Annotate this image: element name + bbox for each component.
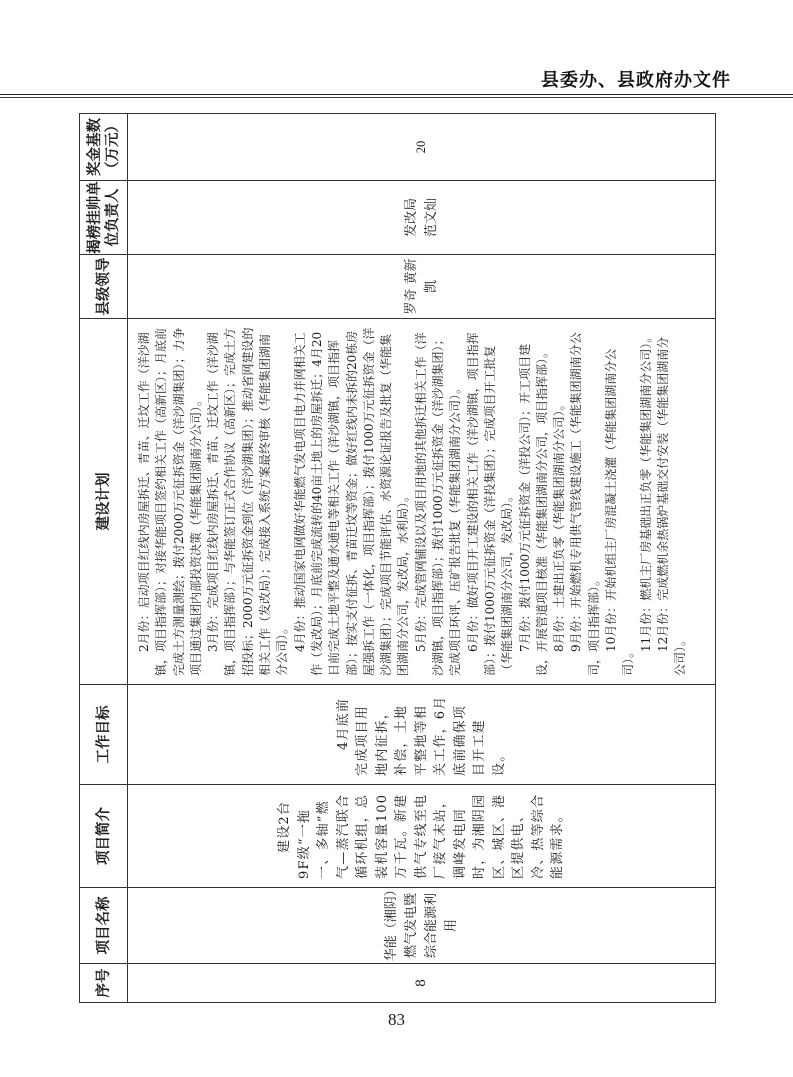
col-header-unit: 揭榜挂帅单位负责人: [80, 181, 128, 255]
plan-paragraph: 9月份：开始燃机专用供气管线建设施工（华能集团湖南分公司，项目指挥部）。: [569, 332, 601, 676]
plan-paragraph: 3月份：完成项目红线内房屋拆迁、青苗、迁坟工作（洋沙湖镇，项目指挥部）；与华能签订正式合作协议（高新区）；完成土方招投标；2000万元征拆资金到位（洋沙湖集团）；推动省网建设的相关工作（发改局）；完成接入系统方案最终审核（华能集团湖南分公司）。: [206, 327, 290, 676]
unit-person: 范文灿: [423, 198, 439, 238]
plan-paragraph: 11月份：燃机主厂房基础出正负零（华能集团湖南分公司）。: [638, 330, 653, 652]
cell-bonus-base: 20: [128, 114, 716, 181]
col-header-seq: 序号: [80, 964, 128, 1003]
plan-paragraph: 2月份：启动项目红线内房屋拆迁、青苗、迁坟工作（洋沙湖镇，项目指挥部）；对接华能项目签约相关工作（高新区）；月底前完成土方测量测绘；拨付2000万元征拆资金（洋沙湖集团）；力争项目通过集团内部投资决策（华能集团湖南分公司）。: [137, 327, 203, 676]
plan-paragraph: 8月份：土建出正负零（华能集团湖南分公司）。: [552, 398, 567, 652]
table-row: [128, 114, 716, 1003]
plan-paragraph: 4月份：推动国家电网做好华能燃气发电项目电力并网相关工作（发改局）；月底前完成流转的40亩土地上的房屋拆迁；4月20日前完成土地平整及通水通电等相关工作（洋沙湖镇，项目指挥部）；按实支付征拆、青苗迁坟等资金；做好红线内未拆的20栋房屋强拆工作（一体化，项目指挥部）；拨付1000万元征拆资金（洋沙湖集团）；完成项目节能评估、水资源论证报告及批复（华能集团湖南分公司，发改局，水利局）。: [292, 327, 411, 676]
col-header-leader: 县级领导: [80, 255, 128, 319]
cell-work-goal: 4月底前完成项目用地内征拆，补偿，土地平整地等相关工作，6月底前确保项目开工建设。: [128, 685, 716, 785]
plan-paragraph: 12月份：完成燃机余热锅炉基础交付安装（华能集团湖南分公司）。: [655, 336, 688, 676]
plan-paragraph: 7月份：拨付1000万元征拆资金（洋投公司）；开工项目建设，开展管道项目核准（华能集团湖南分公司，项目指挥部）。: [517, 343, 549, 676]
col-header-name: 项目名称: [80, 888, 128, 964]
cell-responsible-unit: [128, 181, 716, 255]
header-rule-thin: [0, 97, 793, 98]
col-header-plan: 建设计划: [80, 319, 128, 685]
col-header-intro: 项目简介: [80, 785, 128, 888]
cell-construction-plan: [128, 319, 716, 685]
cell-county-leader: 罗奇 黄新凯: [128, 255, 716, 319]
cell-seq: 8: [128, 964, 716, 1003]
plan-paragraph: 5月份：完成管网铺设以及项目用地的其他拆迁相关工作（洋沙湖镇，项目指挥部）；拨付1000万元征拆资金（洋沙湖集团）；完成项目环评、压矿报告批复（华能集团湖南分公司）。: [413, 332, 463, 676]
page-number: 83: [388, 1010, 405, 1029]
cell-project-intro: 建设2台9F级“一拖一、多轴”燃气—蒸汽联合循环机组，总装机容量100万千瓦。新建供气专线至电厂接气末站，调峰发电同时，为湘阴园区、城区、港区提供电、冷、热等综合能源需求。: [128, 785, 716, 888]
unit-name: 发改局: [403, 198, 419, 238]
project-table: [79, 113, 716, 1003]
col-header-fund: 奖金基数（万元）: [80, 114, 128, 181]
header-rule: [0, 94, 793, 95]
plan-paragraph: 10月份：开始机组主厂房混凝土浇灌（华能集团湖南分公司）。: [604, 348, 636, 676]
cell-project-name: 华能（湘阴）燃气发电暨综合能源利用: [128, 888, 716, 964]
page-header-title: 县委办、县政府办文件: [541, 70, 731, 91]
table-header-row: [80, 114, 128, 1003]
plan-paragraph: 6月份：做好项目开工建设的相关工作（洋沙湖镇，项目指挥部）；拨付1000万元征拆资金（洋投集团）；完成项目开工批复（华能集团湖南分公司，发改局）。: [465, 332, 515, 676]
rotated-table-wrapper: [79, 114, 716, 1003]
col-header-goal: 工作目标: [80, 685, 128, 785]
